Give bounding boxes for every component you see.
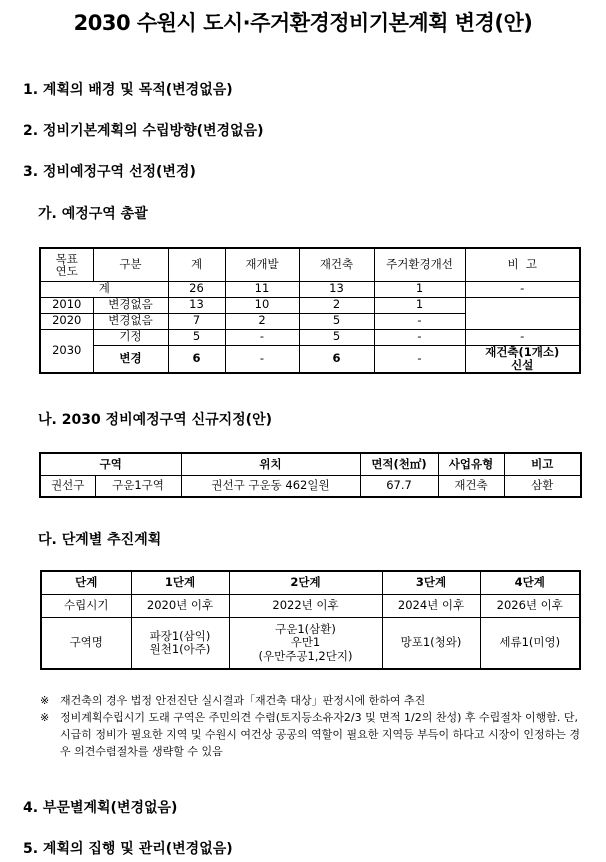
cell-phase-1: 2020년 이후: [131, 595, 229, 618]
cell-total: 7: [168, 313, 225, 329]
table-row: [40, 345, 580, 373]
cell-redev: 10: [225, 297, 299, 313]
cell-resid: -: [374, 313, 465, 329]
table-header-row: [40, 453, 581, 475]
header-total: 계: [168, 248, 225, 281]
cell-phase-4: 2026년 이후: [480, 595, 580, 618]
cell-district: 권선구: [40, 475, 95, 497]
new-designation-table: [39, 452, 582, 498]
cell-total: 26: [168, 281, 225, 297]
cell-phase-2: 2022년 이후: [229, 595, 382, 618]
cell-type: 변경없음: [93, 313, 168, 329]
cell-type: 재건축: [438, 475, 504, 497]
subsection-da-heading: 다. 단계별 추진계획: [38, 532, 162, 548]
cell-phase-2: 구운1(삼환) 우만1 (우만주공1,2단지): [229, 618, 382, 670]
cell-redev: 2: [225, 313, 299, 329]
subsection-ga-heading: 가. 예정구역 총괄: [38, 206, 148, 222]
note-text: 재건축의 경우 법정 안전진단 실시결과「재건축 대상」판정시에 한하여 추진: [60, 694, 426, 707]
subsection-na-heading: 나. 2030 정비예정구역 신규지정(안): [38, 412, 272, 428]
header-remarks: 비 고: [465, 248, 580, 281]
cell-phase-1: 파장1(삼익) 원천1(아주): [131, 618, 229, 670]
header-phase-4: 4단계: [480, 571, 580, 595]
cell-total: 6: [168, 345, 225, 373]
header-phase-1: 1단계: [131, 571, 229, 595]
cell-recon: 5: [299, 329, 374, 345]
cell-phase-4: 세류1(미영): [480, 618, 580, 670]
cell-total: 13: [168, 297, 225, 313]
cell-note: 재건축(1개소) 신설: [465, 345, 580, 373]
cell-zone: 구운1구역: [95, 475, 181, 497]
table-header-row: [41, 571, 580, 595]
table-row: [40, 475, 581, 497]
header-category: 구분: [93, 248, 168, 281]
notes: [40, 692, 585, 760]
note-item: [40, 692, 585, 709]
section-2-heading: 2. 정비기본계획의 수립방향(변경없음): [23, 123, 264, 139]
cell-area: 67.7: [360, 475, 438, 497]
cell-note: 삼환: [504, 475, 581, 497]
reference-mark-icon: ※: [40, 694, 50, 707]
page-title: 2030 수원시 도시·주거환경정비기본계획 변경(안): [73, 11, 533, 35]
header-redevelopment: 재개발: [225, 248, 299, 281]
cell-recon: 13: [299, 281, 374, 297]
cell-resid: 1: [374, 281, 465, 297]
cell-recon: 6: [299, 345, 374, 373]
phase-plan-table: [40, 570, 581, 670]
cell-phase-3: 2024년 이후: [382, 595, 480, 618]
cell-resid: -: [374, 345, 465, 373]
header-area: 면적(천㎡): [360, 453, 438, 475]
cell-note: -: [465, 329, 580, 345]
cell-resid: -: [374, 329, 465, 345]
cell-year: 2010: [40, 297, 93, 313]
cell-redev: 11: [225, 281, 299, 297]
header-residential-improvement: 주거환경개선: [374, 248, 465, 281]
header-zone: 구역: [40, 453, 181, 475]
cell-redev: -: [225, 329, 299, 345]
section-5-heading: 5. 계획의 집행 및 관리(변경없음): [23, 841, 233, 857]
header-location: 위치: [181, 453, 360, 475]
table-header-row: [40, 248, 580, 281]
header-target-year: 목표 연도: [40, 248, 93, 281]
note-text: 정비계획수립시기 도래 구역은 주민의견 수렴(토지등소유자2/3 및 면적 1/2의 찬성) 후 수립절차 이행함. 단, 시급히 정비가 필요한 지역 및 수원시 여건상 공공의 역할이 필요한 지역등 부득이 하다고 시장이 인정하는 경우 의견수렴절차를 생략할 수 있음: [60, 711, 580, 758]
section-3-heading: 3. 정비예정구역 선정(변경): [23, 164, 196, 180]
table-row: [41, 595, 580, 618]
cell-recon: 5: [299, 313, 374, 329]
cell-note: [465, 297, 580, 329]
table-row: [40, 281, 580, 297]
cell-year: 2030: [40, 329, 93, 373]
header-remarks: 비고: [504, 453, 581, 475]
cell-total: 5: [168, 329, 225, 345]
cell-type: 기정: [93, 329, 168, 345]
cell-phase-3: 망포1(청와): [382, 618, 480, 670]
table-row: [40, 329, 580, 345]
cell-year: 2020: [40, 313, 93, 329]
cell-recon: 2: [299, 297, 374, 313]
cell-label: 구역명: [41, 618, 131, 670]
cell-note: -: [465, 281, 580, 297]
table-row: [41, 618, 580, 670]
cell-type: 계: [40, 281, 168, 297]
cell-type: 변경: [93, 345, 168, 373]
note-item: [40, 709, 585, 760]
header-phase-2: 2단계: [229, 571, 382, 595]
cell-redev: -: [225, 345, 299, 373]
header-project-type: 사업유형: [438, 453, 504, 475]
section-1-heading: 1. 계획의 배경 및 목적(변경없음): [23, 82, 233, 98]
cell-type: 변경없음: [93, 297, 168, 313]
table-row: [40, 297, 580, 313]
summary-table: [39, 247, 581, 374]
reference-mark-icon: ※: [40, 711, 50, 724]
header-phase: 단계: [41, 571, 131, 595]
cell-label: 수립시기: [41, 595, 131, 618]
section-4-heading: 4. 부문별계획(변경없음): [23, 800, 178, 816]
header-phase-3: 3단계: [382, 571, 480, 595]
header-reconstruction: 재건축: [299, 248, 374, 281]
cell-location: 권선구 구운동 462일원: [181, 475, 360, 497]
cell-resid: 1: [374, 297, 465, 313]
